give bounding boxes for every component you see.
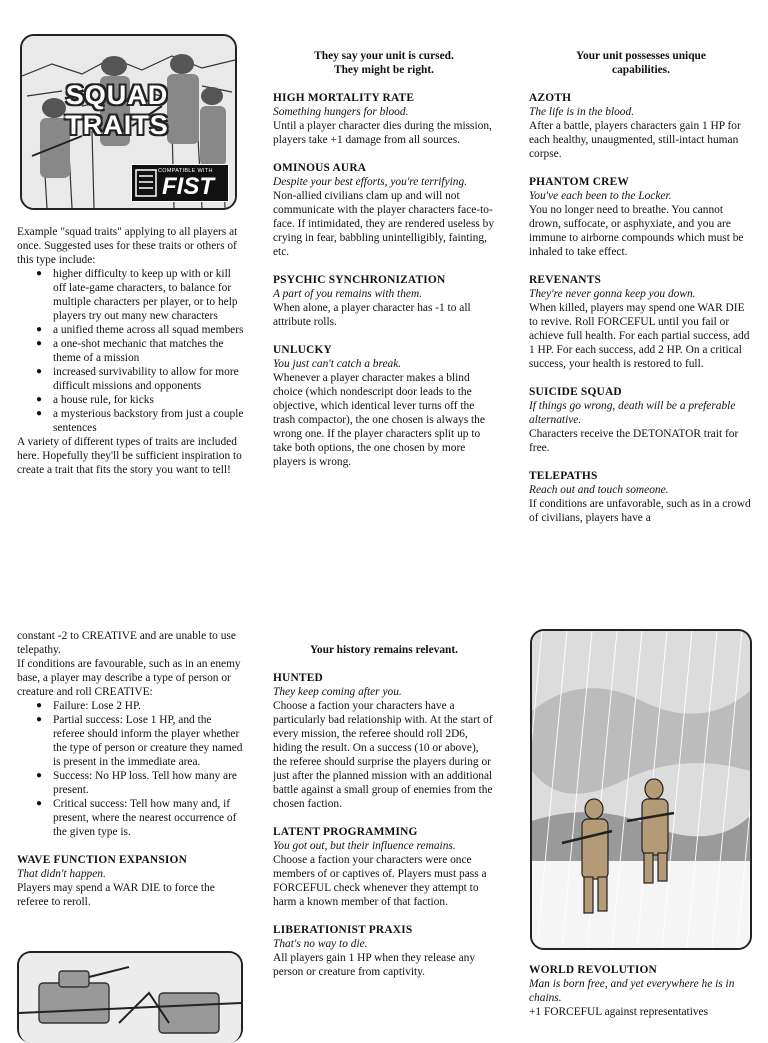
cursed-section	[273, 49, 495, 469]
cover-illustration	[20, 34, 237, 210]
trait-name: REVENANTS	[529, 274, 602, 286]
history-section	[273, 643, 495, 979]
fist-logo-icon	[135, 168, 157, 198]
cover-title-line2: TRAITS	[65, 110, 169, 140]
trait-tagline: You've each been to the Locker.	[529, 190, 672, 202]
list-item: ● Partial success: Lose 1 HP, and the referee should inform the player whether the type of person or creature they named is present in the immediate area.	[53, 713, 245, 769]
list-item: ● a unified theme across all squad members	[53, 323, 245, 337]
trait-tagline: You got out, but their influence remains.	[273, 840, 456, 852]
trait-tagline: Something hungers for blood.	[273, 106, 409, 118]
trait-name: WAVE FUNCTION EXPANSION	[17, 854, 187, 866]
trait-body: If conditions are unfavorable, such as in a crowd of civilians, players have a	[529, 498, 751, 524]
telepaths-text-1: constant -2 to CREATIVE and are unable to use telepathy.	[17, 630, 236, 656]
trait-name: PHANTOM CREW	[529, 176, 629, 188]
list-item: ● Failure: Lose 2 HP.	[53, 699, 245, 713]
trait-tagline: They keep coming after you.	[273, 686, 402, 698]
trait-body: Whenever a player character makes a blind choice (which nondescript door leads to the objective, which identical lever turns off the trash compactor), the one chosen is always the wrong one. If the player characters split up to take both options, the one chosen by more players is wrong.	[273, 372, 485, 468]
list-item: ● increased survivability to allow for more difficult missions and opponents	[53, 365, 245, 393]
trait-body: Characters receive the DETONATOR trait for free.	[529, 428, 739, 454]
intro-text: Example "squad traits" applying to all players at once. Suggested uses for these traits or others of this type include:	[17, 226, 238, 266]
trait-name: UNLUCKY	[273, 344, 332, 356]
trait-tagline: The life is in the blood.	[529, 106, 635, 118]
trait-body: Choose a faction your characters have a particularly bad relationship with. At the start of every mission, the referee should roll 2D6, hiding the result. On a success (10 or above), the referee should surprise the players during or just after the planned mission with an additional battle against a small group of enemies from the chosen faction.	[273, 700, 493, 810]
unique-section	[529, 49, 753, 525]
trait-name: HIGH MORTALITY RATE	[273, 92, 415, 104]
trait-body: +1 FORCEFUL against representatives	[529, 1006, 709, 1018]
snow-soldiers-artwork	[532, 631, 750, 948]
list-item: ● higher difficulty to keep up with or kill off late-game characters, to balance for multiple characters per player, or to help players try out many new characters	[53, 267, 245, 323]
list-item: ● Success: No HP loss. Tell how many are present.	[53, 769, 245, 797]
cursed-heading-1: They say your unit is cursed.	[314, 50, 454, 62]
badge-small-text: COMPATIBLE WITH	[158, 168, 213, 174]
telepaths-outcomes-list	[17, 699, 245, 839]
world-revolution-section	[529, 963, 753, 1019]
trait-body: Choose a faction your characters were once members of or captives of. Players must pass a FORCEFUL check whenever they attempt to harm a known member of that faction.	[273, 854, 487, 908]
trait-tagline: Reach out and touch someone.	[529, 484, 669, 496]
list-item: ● Critical success: Tell how many and, if present, where the nearest occurrence of the given type is.	[53, 797, 245, 839]
fist-compatibility-badge	[131, 164, 229, 202]
unique-heading-1: Your unit possesses unique	[576, 50, 706, 62]
trait-tagline: If things go wrong, death will be a preferable alternative.	[529, 400, 736, 426]
trait-tagline: Despite your best efforts, you're terrifying.	[273, 176, 468, 188]
intro-section	[17, 225, 245, 477]
trait-name: WORLD REVOLUTION	[529, 964, 657, 976]
unique-heading-2: capabilities.	[612, 64, 670, 76]
trait-name: SUICIDE SQUAD	[529, 386, 622, 398]
trait-tagline: Man is born free, and yet everywhere he is in chains.	[529, 978, 735, 1004]
trait-name: TELEPATHS	[529, 470, 598, 482]
intro-closing: A variety of different types of traits are included here. Hopefully they'll be sufficient inspiration to create a trait that fits the story you want to tell!	[17, 436, 242, 476]
trait-name: LATENT PROGRAMMING	[273, 826, 418, 838]
snow-soldiers-illustration	[530, 629, 752, 950]
trait-tagline: A part of you remains with them.	[273, 288, 423, 300]
trait-tagline: That didn't happen.	[17, 868, 106, 880]
trait-name: PSYCHIC SYNCHRONIZATION	[273, 274, 446, 286]
list-item: ● a house rule, for kicks	[53, 393, 245, 407]
intro-bullet-list	[17, 267, 245, 435]
tank-illustration	[17, 951, 243, 1043]
trait-name: LIBERATIONIST PRAXIS	[273, 924, 413, 936]
tank-artwork	[19, 953, 241, 1043]
trait-name: AZOTH	[529, 92, 572, 104]
trait-name: HUNTED	[273, 672, 323, 684]
trait-body: All players gain 1 HP when they release any person or creature from captivity.	[273, 952, 476, 978]
trait-body: You no longer need to breathe. You cannot drown, suffocate, or asphyxiate, and you are immune to airborne compounds which must be inhaled to take effect.	[529, 204, 744, 258]
badge-big-text: FIST	[162, 173, 214, 200]
trait-body: When killed, players may spend one WAR DIE to revive. Roll FORCEFUL until you fail or achieve full health. For each partial success, add 1 HP. For each success, add 2 HP. On a critical success, your health is restored to full.	[529, 302, 750, 370]
trait-body: Players may spend a WAR DIE to force the referee to reroll.	[17, 882, 215, 908]
list-item: ● a mysterious backstory from just a couple sentences	[53, 407, 245, 435]
trait-body: When alone, a player character has -1 to all attribute rolls.	[273, 302, 471, 328]
trait-tagline: That's no way to die.	[273, 938, 368, 950]
trait-tagline: They're never gonna keep you down.	[529, 288, 696, 300]
cursed-heading-2: They might be right.	[334, 64, 434, 76]
trait-name: OMINOUS AURA	[273, 162, 367, 174]
telepaths-text-2: If conditions are favourable, such as in an enemy base, a player may describe a type of person or creature and roll CREATIVE:	[17, 658, 241, 698]
history-heading: Your history remains relevant.	[309, 644, 459, 656]
list-item: ● a one-shot mechanic that matches the theme of a mission	[53, 337, 245, 365]
trait-tagline: You just can't catch a break.	[273, 358, 402, 370]
cover-title	[62, 80, 172, 140]
trait-body: Until a player character dies during the mission, players take +1 damage from all sources.	[273, 120, 492, 146]
cover-title-line1: SQUAD	[65, 80, 169, 110]
trait-body: After a battle, players characters gain 1 HP for each healthy, unaugmented, still-intact human corpse.	[529, 120, 741, 160]
trait-body: Non-allied civilians clam up and will not communicate with the player characters face-to-face. If intimidated, they are rendered useless by crying in fear, babbling unintelligibly, fainting, etc.	[273, 190, 495, 258]
telepaths-continued	[17, 629, 245, 909]
